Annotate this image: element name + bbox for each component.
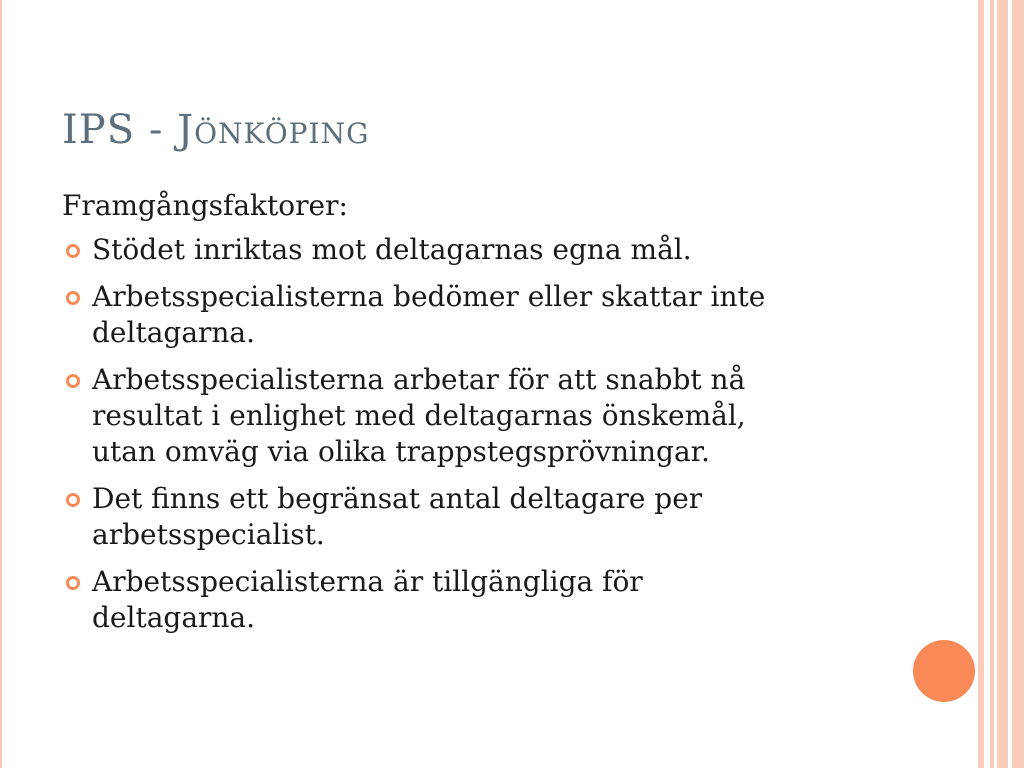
intro-text: Framgångsfaktorer:: [62, 189, 348, 222]
bullet-item: [62, 564, 882, 636]
bullet-item: [62, 232, 882, 268]
bullet-line: Det finns ett begränsat antal deltagare per: [92, 482, 703, 515]
bullet-line: Arbetsspecialisterna arbetar för att snabbt nå: [92, 363, 746, 396]
slide-title: IPS - Jönköping: [62, 107, 370, 153]
bullet-list: [62, 232, 882, 636]
bullet-line: Stödet inriktas mot deltagarnas egna mål.: [92, 233, 692, 266]
ring-bullet-icon: [66, 576, 80, 590]
bullet-item: [62, 279, 882, 351]
ring-bullet-icon: [66, 493, 80, 507]
bullet-item: [62, 362, 882, 470]
decorative-stripe: [978, 0, 984, 768]
decorative-stripe: [997, 0, 1008, 768]
slide-body: [62, 188, 882, 647]
bullet-line: utan omväg via olika trappstegsprövningar.: [92, 435, 710, 468]
decorative-circle: [913, 640, 975, 702]
bullet-line: Arbetsspecialisterna bedömer eller skattar inte: [92, 280, 766, 313]
bullet-item: [62, 481, 882, 553]
left-border-line: [0, 0, 2, 768]
decorative-stripe: [990, 0, 994, 768]
bullet-line: Arbetsspecialisterna är tillgängliga för: [92, 565, 643, 598]
bullet-line: deltagarna.: [92, 601, 256, 634]
bullet-line: resultat i enlighet med deltagarnas önskemål,: [92, 399, 746, 432]
ring-bullet-icon: [66, 374, 80, 388]
decorative-stripe: [1012, 0, 1024, 768]
ring-bullet-icon: [66, 291, 80, 305]
bullet-line: arbetsspecialist.: [92, 518, 325, 551]
ring-bullet-icon: [66, 244, 80, 258]
bullet-line: deltagarna.: [92, 316, 256, 349]
